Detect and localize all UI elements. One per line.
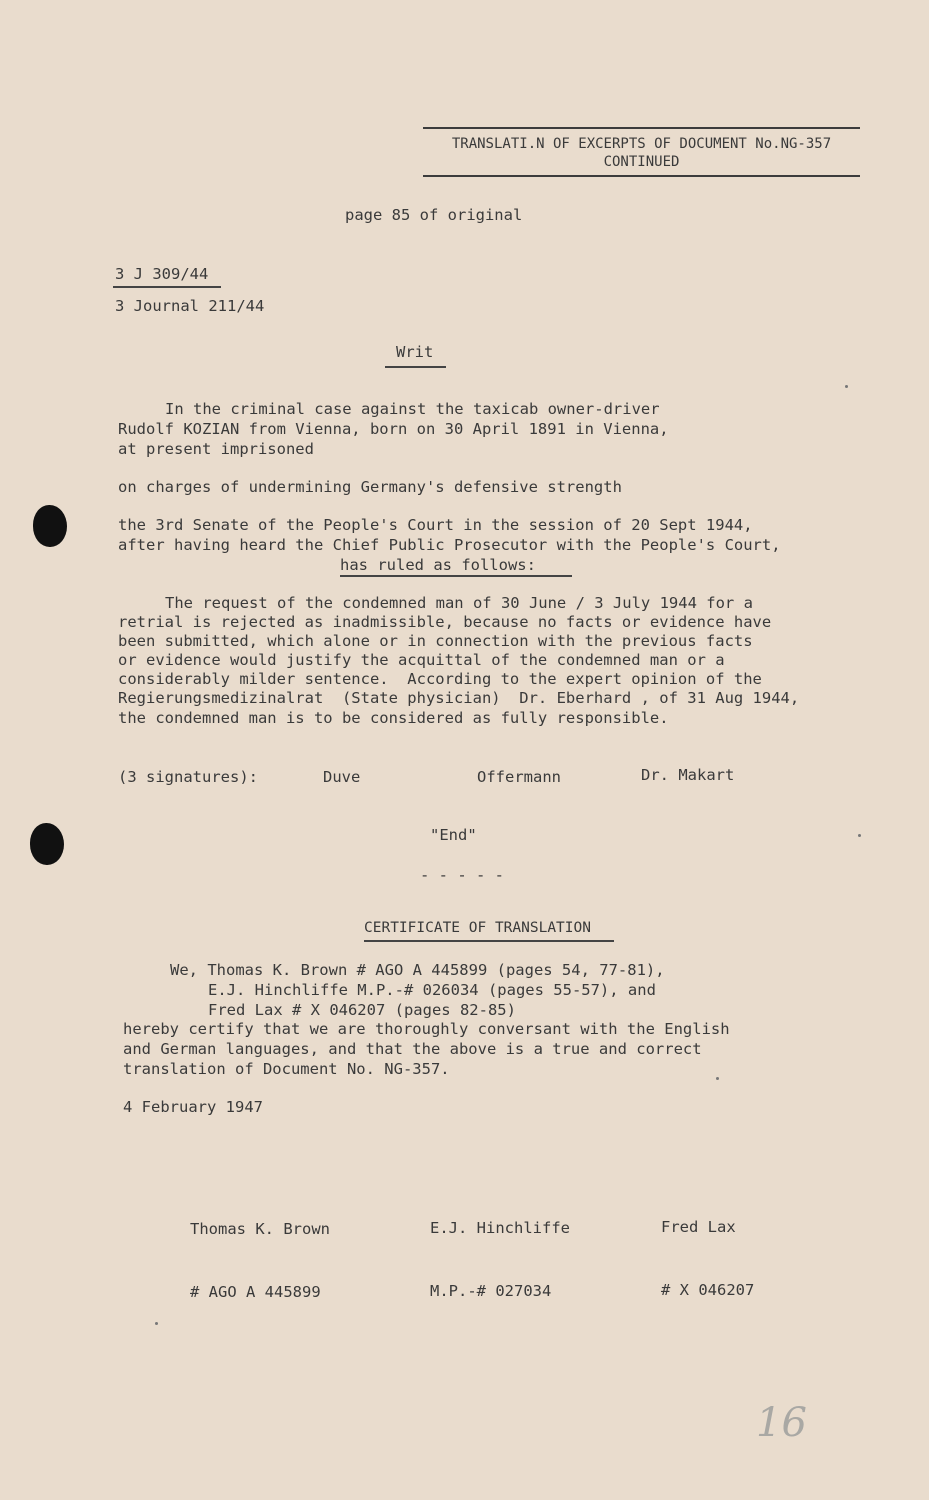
ruling-line-4: or evidence would justify the acquittal of the condemned man or a <box>118 651 725 669</box>
translator-hinchliffe-name: E.J. Hinchliffe <box>430 1219 570 1237</box>
translator-lax <box>661 1175 754 1322</box>
certificate-line-2: E.J. Hinchliffe M.P.-# 026034 (pages 55-57), and <box>208 981 656 999</box>
separator-dashes: - - - - - <box>420 866 504 884</box>
paper-speck <box>858 834 861 837</box>
end-mark: "End" <box>430 826 477 844</box>
certificate-line-6: translation of Document No. NG-357. <box>123 1060 450 1078</box>
case-description-line-3: at present imprisoned <box>118 440 314 458</box>
writ-title: Writ <box>396 343 434 361</box>
signature-makart: Dr. Makart <box>641 766 735 784</box>
case-number-underline <box>113 286 221 288</box>
page-reference: page 85 of original <box>345 206 523 224</box>
signature-duve: Duve <box>323 768 361 786</box>
ruled-heading: has ruled as follows: <box>340 556 536 574</box>
translator-brown-id: # AGO A 445899 <box>190 1283 321 1301</box>
ruling-line-5: considerably milder sentence. According to the expert opinion of the <box>118 670 762 688</box>
certificate-line-3: Fred Lax # X 046207 (pages 82-85) <box>208 1001 516 1019</box>
senate-line-2: after having heard the Chief Public Prosecutor with the People's Court, <box>118 536 781 554</box>
punch-hole-bottom <box>30 823 64 865</box>
translator-brown <box>190 1177 330 1324</box>
case-number: 3 J 309/44 <box>115 265 209 283</box>
ruling-line-2: retrial is rejected as inadmissible, because no facts or evidence have <box>118 613 772 631</box>
translator-hinchliffe <box>430 1176 570 1323</box>
header-rule-bottom <box>423 175 860 177</box>
charges-line: on charges of undermining Germany's defensive strength <box>118 478 622 496</box>
paper-speck <box>155 1322 158 1325</box>
certificate-line-4: hereby certify that we are thoroughly conversant with the English <box>123 1020 730 1038</box>
senate-line-1: the 3rd Senate of the People's Court in the session of 20 Sept 1944, <box>118 516 753 534</box>
translator-brown-name: Thomas K. Brown <box>190 1220 330 1238</box>
ruling-line-3: been submitted, which alone or in connection with the previous facts <box>118 632 753 650</box>
header-title: TRANSLATI.N OF EXCERPTS OF DOCUMENT No.NG-357 <box>451 136 832 152</box>
certificate-date: 4 February 1947 <box>123 1098 263 1116</box>
punch-hole-top <box>33 505 67 547</box>
certificate-line-1: We, Thomas K. Brown # AGO A 445899 (pages 54, 77-81), <box>170 961 665 979</box>
case-description-line-1: In the criminal case against the taxicab owner-driver <box>165 400 660 418</box>
header-subtitle: CONTINUED <box>603 154 680 170</box>
handwritten-page-number: 16 <box>756 1400 807 1446</box>
translator-lax-name: Fred Lax <box>661 1218 736 1236</box>
journal-number: 3 Journal 211/44 <box>115 297 265 315</box>
paper-speck <box>716 1077 719 1080</box>
ruling-line-7: the condemned man is to be considered as fully responsible. <box>118 709 669 727</box>
certificate-title-underline <box>364 940 614 942</box>
signature-offermann: Offermann <box>477 768 561 786</box>
writ-title-underline <box>385 366 446 368</box>
translator-lax-id: # X 046207 <box>661 1281 755 1299</box>
ruled-heading-underline <box>340 575 572 577</box>
paper-speck <box>845 385 848 388</box>
case-description-line-2: Rudolf KOZIAN from Vienna, born on 30 April 1891 in Vienna, <box>118 420 669 438</box>
ruling-line-1: The request of the condemned man of 30 June / 3 July 1944 for a <box>165 594 753 612</box>
signatures-label: (3 signatures): <box>118 768 258 786</box>
header-rule-top <box>423 127 860 129</box>
translator-hinchliffe-id: M.P.-# 027034 <box>430 1282 552 1300</box>
certificate-title: CERTIFICATE OF TRANSLATION <box>364 920 591 936</box>
ruling-line-6: Regierungsmedizinalrat (State physician) Dr. Eberhard , of 31 Aug 1944, <box>118 689 800 707</box>
certificate-line-5: and German languages, and that the above is a true and correct <box>123 1040 702 1058</box>
